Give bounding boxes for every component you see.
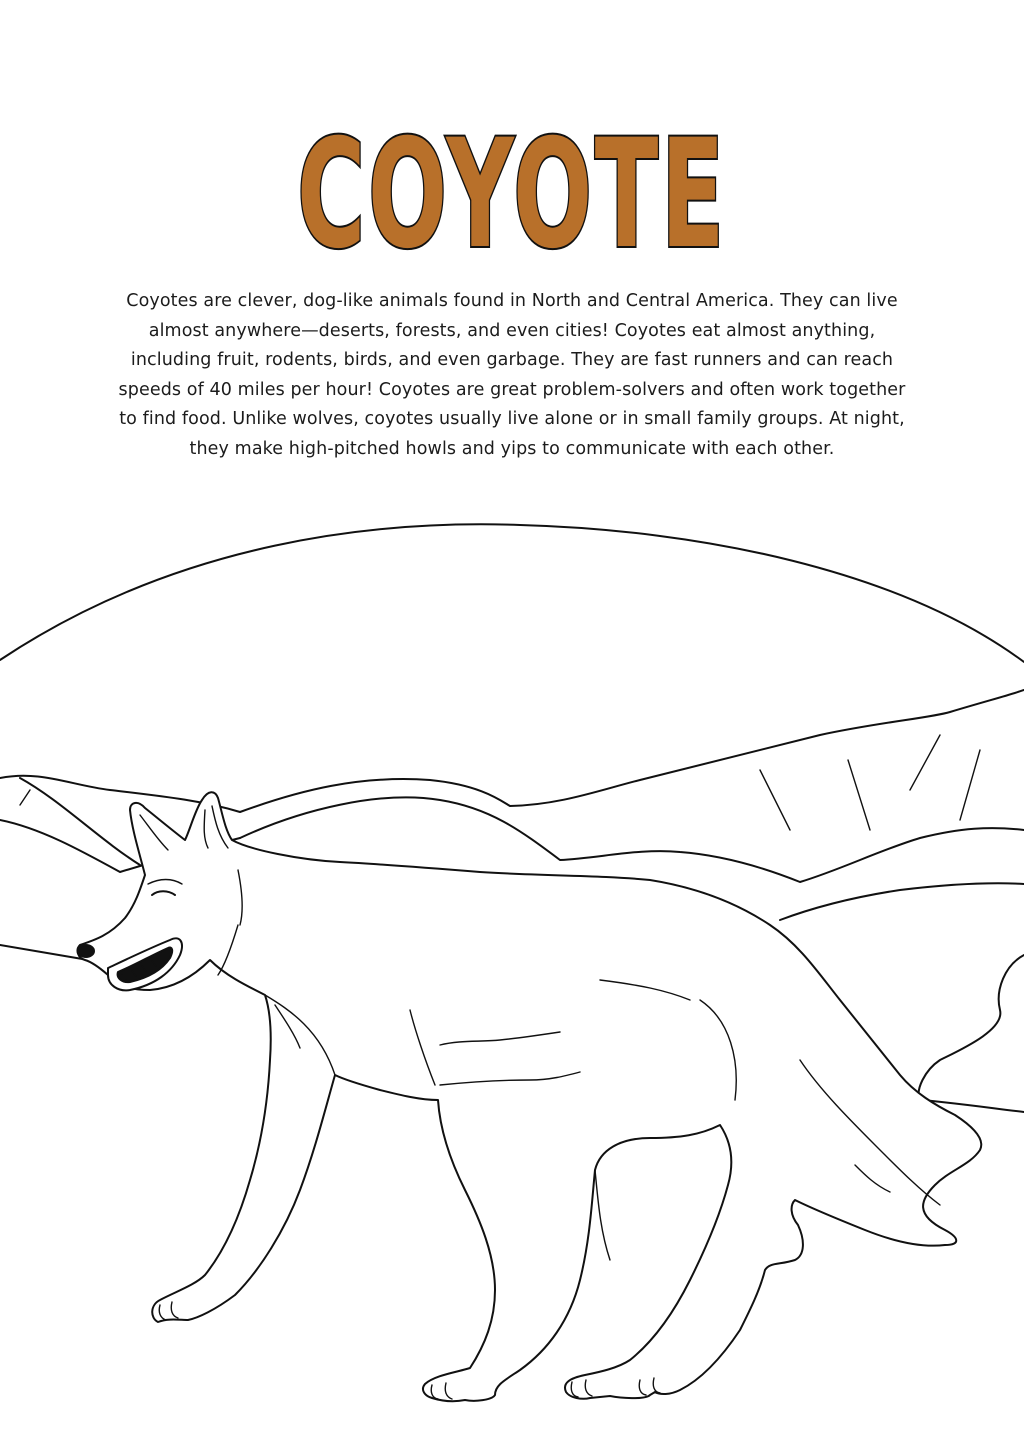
coyote-body-outline: [78, 792, 982, 1401]
mountain-crease: [20, 790, 30, 805]
coyote-back-leg-line: [595, 1170, 610, 1260]
coyote-nose: [78, 945, 94, 957]
page-title: [0, 104, 1024, 282]
mountain-crease: [910, 735, 940, 790]
page-title-text: COYOTE: [297, 108, 727, 282]
coyote-description: Coyotes are clever, dog-like animals found in North and Central America. They can live almost anywhere—deserts, forests, and even cities! Coyotes eat almost anything, including fruit, rodents, birds, and even garbage. They are fast runners and can reach speeds of 40 miles per hour! Coyotes are great problem-solvers and often work together to find food. Unlike wolves, coyotes usually live alone or in small family groups. At night, they make high-pitched howls and yips to communicate with each other.: [118, 291, 906, 459]
coyote: [78, 792, 982, 1401]
mountain-crease: [760, 770, 790, 830]
right-hill-curve: [919, 955, 1024, 1100]
mountain-crease: [848, 760, 870, 830]
coyote-illustration: [0, 470, 1024, 1448]
right-hills-lower: [780, 883, 1024, 920]
sky-arc: [0, 524, 1024, 662]
far-mountain-ridge: [0, 690, 1024, 812]
mountain-crease: [960, 750, 980, 820]
